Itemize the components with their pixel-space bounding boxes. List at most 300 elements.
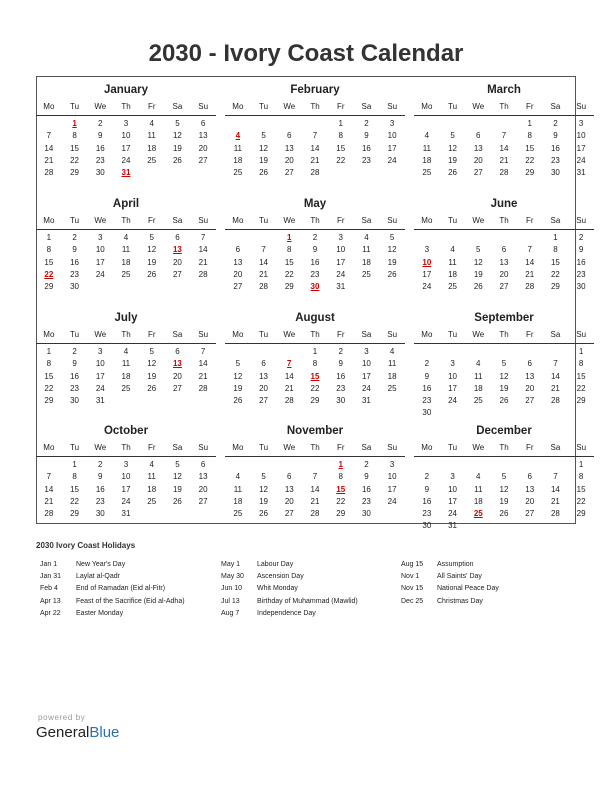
day-cell: 28	[550, 396, 560, 406]
weekday-label: Th	[310, 216, 320, 225]
day-cell: 15	[336, 143, 346, 153]
weekday-label: Fr	[336, 102, 345, 111]
weekday-label: Tu	[70, 443, 80, 452]
day-cell: 29	[550, 282, 560, 292]
weekday-header	[36, 213, 216, 230]
day-cell: 11	[474, 371, 483, 381]
day-cell: 16	[422, 496, 432, 506]
empty-cell	[491, 459, 517, 471]
day-cell: 13	[233, 257, 243, 267]
day-cell: 5	[175, 460, 180, 469]
day-cell: 11	[362, 245, 371, 255]
page-title: 2030 - Ivory Coast Calendar	[148, 40, 464, 67]
month-name: January	[103, 84, 149, 96]
day-cell: 28	[284, 396, 294, 406]
weekday-label: Fr	[147, 330, 156, 339]
holiday-item	[40, 596, 185, 608]
day-cell: 27	[284, 509, 294, 519]
holiday-name: Ascension Day	[257, 573, 304, 581]
day-cell: 18	[147, 484, 157, 494]
month-name: August	[295, 312, 335, 324]
day-cell: 29	[336, 509, 346, 519]
day-cell: 7	[553, 472, 558, 482]
day-cell: 15	[576, 484, 586, 494]
day-cell: 21	[550, 496, 560, 506]
day-cell: 1	[578, 460, 584, 469]
day-cell: 31	[361, 396, 371, 406]
day-cell: 23	[576, 269, 586, 279]
holiday-date: Jul 13	[221, 597, 240, 605]
day-cell: 13	[525, 371, 535, 381]
day-cell: 28	[310, 509, 320, 519]
empty-cell	[276, 459, 302, 471]
day-cell: 28	[198, 269, 208, 279]
day-cell: 23	[422, 509, 432, 519]
holiday-day: 25	[473, 509, 483, 519]
day-cell: 23	[310, 269, 320, 279]
day-cell: 31	[121, 509, 131, 519]
weekday-label: Tu	[448, 216, 458, 225]
weekday-header	[414, 327, 594, 344]
weekday-label: Fr	[147, 102, 156, 111]
day-cell: 15	[70, 143, 80, 153]
empty-cell	[517, 232, 543, 244]
month-june	[414, 195, 594, 293]
day-cell: 19	[259, 496, 269, 506]
day-cell: 4	[389, 347, 395, 356]
day-cell: 10	[387, 131, 397, 141]
weekday-label: We	[94, 216, 107, 225]
weekday-label: Sa	[361, 330, 372, 339]
empty-cell	[302, 118, 328, 130]
day-cell: 17	[361, 371, 371, 381]
day-grid	[36, 230, 216, 293]
day-cell: 21	[499, 155, 509, 165]
day-cell: 9	[338, 359, 343, 369]
day-cell: 12	[499, 484, 509, 494]
day-cell: 15	[70, 484, 80, 494]
weekday-label: Mo	[43, 443, 55, 452]
day-cell: 10	[576, 131, 586, 141]
weekday-label: We	[94, 102, 107, 111]
day-cell: 10	[448, 484, 458, 494]
day-cell: 7	[527, 245, 532, 255]
empty-cell	[251, 232, 277, 244]
weekday-header	[414, 440, 594, 457]
weekday-label: Fr	[336, 443, 345, 452]
day-cell: 7	[200, 347, 206, 356]
day-cell: 14	[198, 245, 208, 255]
holiday-name: Independence Day	[257, 609, 316, 617]
day-cell: 20	[525, 383, 535, 393]
weekday-label: Su	[198, 216, 209, 225]
day-cell: 24	[121, 496, 131, 506]
day-cell: 11	[233, 484, 242, 494]
day-cell: 9	[364, 131, 369, 141]
day-cell: 1	[578, 347, 584, 356]
day-cell: 25	[361, 269, 371, 279]
weekday-header	[225, 213, 405, 230]
weekday-label: Tu	[259, 330, 269, 339]
weekday-header	[414, 99, 594, 116]
weekday-label: Tu	[259, 102, 269, 111]
brand-logo[interactable]	[36, 724, 119, 741]
weekday-label: Su	[198, 102, 209, 111]
month-november	[225, 422, 405, 520]
day-cell: 26	[147, 383, 157, 393]
month-august	[225, 309, 405, 407]
day-cell: 13	[198, 131, 208, 141]
day-cell: 15	[576, 371, 586, 381]
day-cell: 29	[70, 509, 80, 519]
day-cell: 7	[200, 233, 206, 242]
weekday-label: Th	[310, 102, 320, 111]
day-cell: 18	[121, 371, 131, 381]
holiday-date: May 30	[221, 573, 244, 581]
day-cell: 18	[387, 371, 397, 381]
day-cell: 31	[448, 521, 458, 531]
day-cell: 30	[550, 168, 560, 178]
day-cell: 20	[525, 496, 535, 506]
day-cell: 1	[46, 233, 52, 242]
day-cell: 8	[578, 472, 584, 482]
day-cell: 6	[235, 245, 241, 255]
weekday-label: Th	[310, 443, 320, 452]
day-cell: 26	[259, 509, 269, 519]
weekday-label: We	[472, 216, 485, 225]
day-cell: 5	[261, 131, 266, 141]
holiday-item	[221, 559, 358, 571]
empty-cell	[276, 346, 302, 358]
day-cell: 24	[387, 496, 397, 506]
empty-cell	[491, 232, 517, 244]
day-cell: 25	[422, 168, 432, 178]
day-cell: 22	[336, 155, 346, 165]
day-cell: 2	[72, 233, 77, 242]
day-cell: 1	[527, 119, 532, 128]
weekday-header	[414, 213, 594, 230]
day-cell: 13	[259, 371, 269, 381]
holiday-item	[40, 583, 185, 595]
empty-cell	[251, 346, 277, 358]
day-cell: 25	[147, 496, 157, 506]
day-cell: 24	[95, 269, 105, 279]
day-cell: 26	[448, 168, 458, 178]
holiday-date: May 1	[221, 561, 241, 568]
day-cell: 1	[46, 347, 52, 356]
day-cell: 27	[284, 168, 294, 178]
weekday-label: Th	[121, 330, 131, 339]
day-cell: 21	[259, 269, 269, 279]
day-cell: 28	[499, 168, 509, 178]
day-grid	[225, 457, 405, 520]
day-cell: 6	[200, 460, 206, 469]
day-cell: 20	[233, 269, 243, 279]
day-cell: 15	[44, 371, 54, 381]
month-december	[414, 422, 594, 533]
day-cell: 24	[387, 155, 397, 165]
day-cell: 26	[147, 269, 157, 279]
day-cell: 2	[553, 119, 558, 128]
holiday-column	[401, 559, 499, 608]
weekday-label: We	[283, 443, 296, 452]
weekday-label: Su	[387, 102, 398, 111]
day-cell: 1	[72, 460, 77, 469]
day-cell: 7	[501, 131, 507, 141]
holiday-date: Jun 10	[221, 585, 243, 593]
weekday-label: Tu	[70, 330, 80, 339]
day-cell: 15	[284, 257, 294, 267]
day-cell: 30	[576, 282, 586, 292]
day-cell: 9	[98, 131, 103, 141]
day-cell: 23	[95, 496, 105, 506]
day-cell: 4	[123, 347, 129, 356]
day-cell: 23	[95, 155, 105, 165]
day-cell: 11	[147, 131, 156, 141]
day-cell: 21	[198, 371, 208, 381]
day-cell: 11	[448, 257, 457, 267]
holidays-title: 2030 Ivory Coast Holidays	[36, 541, 136, 550]
weekday-label: Th	[499, 330, 509, 339]
weekday-header	[225, 327, 405, 344]
holiday-item	[401, 583, 499, 595]
day-cell: 9	[364, 472, 369, 482]
day-cell: 4	[450, 245, 455, 255]
day-cell: 22	[310, 383, 320, 393]
empty-cell	[251, 118, 277, 130]
day-cell: 17	[448, 496, 458, 506]
day-cell: 5	[261, 472, 266, 482]
day-cell: 25	[448, 282, 458, 292]
brand-general: General	[36, 724, 90, 741]
weekday-header	[225, 99, 405, 116]
weekday-label: Mo	[232, 330, 244, 339]
weekday-label: Su	[576, 102, 587, 111]
day-cell: 18	[233, 496, 243, 506]
empty-cell	[465, 118, 491, 130]
weekday-label: Su	[387, 216, 398, 225]
day-cell: 28	[259, 282, 269, 292]
day-grid	[414, 457, 594, 533]
holiday-name: New Year's Day	[76, 561, 126, 568]
day-cell: 27	[172, 383, 182, 393]
day-cell: 6	[287, 472, 292, 482]
day-cell: 8	[553, 245, 558, 255]
day-cell: 6	[501, 245, 507, 255]
day-cell: 9	[424, 371, 430, 381]
weekday-label: We	[94, 443, 107, 452]
day-cell: 25	[121, 383, 131, 393]
empty-cell	[276, 118, 302, 130]
empty-cell	[414, 459, 440, 471]
day-cell: 10	[121, 131, 131, 141]
holiday-name: National Peace Day	[437, 585, 499, 593]
day-cell: 2	[312, 233, 318, 242]
weekday-label: Sa	[550, 102, 561, 111]
holiday-date: Aug 7	[221, 609, 240, 617]
empty-cell	[36, 118, 62, 130]
day-cell: 2	[98, 119, 103, 128]
day-cell: 8	[72, 131, 77, 141]
day-cell: 18	[422, 155, 432, 165]
day-cell: 2	[364, 119, 369, 128]
day-cell: 2	[364, 460, 369, 469]
day-cell: 20	[284, 155, 294, 165]
day-cell: 7	[553, 359, 558, 369]
day-cell: 28	[310, 168, 320, 178]
day-cell: 4	[149, 460, 154, 469]
day-grid	[225, 344, 405, 407]
holiday-item	[40, 559, 185, 571]
day-grid	[36, 344, 216, 407]
day-cell: 11	[422, 143, 431, 153]
day-cell: 18	[361, 257, 371, 267]
day-cell: 21	[550, 383, 560, 393]
holiday-date: Nov 15	[401, 585, 424, 593]
weekday-label: We	[283, 216, 296, 225]
day-cell: 15	[44, 257, 54, 267]
day-cell: 8	[46, 245, 52, 255]
day-cell: 5	[149, 233, 154, 242]
day-cell: 30	[422, 408, 432, 418]
day-cell: 5	[450, 131, 455, 141]
holiday-item	[221, 596, 358, 608]
day-cell: 3	[98, 347, 103, 356]
holiday-date: Jan 31	[40, 573, 62, 581]
day-cell: 4	[476, 359, 481, 369]
holiday-item	[40, 608, 185, 620]
day-cell: 28	[525, 282, 535, 292]
day-cell: 10	[387, 472, 397, 482]
empty-cell	[225, 232, 251, 244]
month-name: September	[474, 312, 534, 324]
day-cell: 31	[576, 168, 586, 178]
day-cell: 24	[448, 396, 458, 406]
day-cell: 8	[287, 245, 292, 255]
day-cell: 23	[70, 383, 80, 393]
weekday-label: Mo	[43, 102, 55, 111]
weekday-label: Su	[198, 330, 209, 339]
day-cell: 3	[123, 119, 129, 128]
holiday-item	[401, 571, 499, 583]
month-name: October	[103, 425, 149, 437]
empty-cell	[491, 118, 517, 130]
holiday-item	[401, 596, 499, 608]
day-cell: 17	[448, 383, 458, 393]
day-cell: 9	[578, 245, 584, 255]
weekday-label: Tu	[448, 443, 458, 452]
weekday-label: Th	[499, 443, 509, 452]
holiday-name: Birthday of Muhammad (Mawlid)	[257, 597, 358, 605]
empty-cell	[543, 459, 569, 471]
empty-cell	[251, 459, 277, 471]
holiday-day: 10	[422, 257, 432, 267]
weekday-label: Th	[499, 102, 509, 111]
day-cell: 27	[525, 509, 535, 519]
weekday-label: Mo	[43, 216, 55, 225]
day-grid	[225, 116, 405, 179]
day-cell: 14	[284, 371, 294, 381]
day-cell: 21	[198, 257, 208, 267]
day-cell: 11	[121, 245, 131, 255]
empty-cell	[440, 232, 466, 244]
day-cell: 28	[198, 383, 208, 393]
day-cell: 22	[336, 496, 346, 506]
month-april	[36, 195, 216, 293]
day-cell: 28	[44, 509, 54, 519]
day-cell: 29	[44, 396, 54, 406]
holiday-name: All Saints' Day	[437, 573, 482, 581]
day-cell: 29	[576, 396, 586, 406]
weekday-label: Fr	[525, 216, 534, 225]
holiday-date: Jan 1	[40, 561, 58, 568]
holiday-item	[221, 571, 358, 583]
day-cell: 17	[576, 143, 586, 153]
day-cell: 19	[499, 496, 509, 506]
day-cell: 17	[95, 371, 105, 381]
day-cell: 13	[499, 257, 509, 267]
empty-cell	[465, 232, 491, 244]
day-cell: 9	[312, 245, 318, 255]
holiday-day: 31	[121, 168, 131, 178]
day-cell: 9	[98, 472, 103, 482]
day-cell: 6	[527, 472, 532, 482]
holiday-day: 7	[287, 359, 292, 369]
weekday-label: Su	[576, 443, 587, 452]
day-cell: 25	[233, 509, 243, 519]
day-cell: 12	[259, 484, 269, 494]
holiday-column	[221, 559, 358, 620]
day-cell: 29	[310, 396, 320, 406]
weekday-label: We	[94, 330, 107, 339]
day-cell: 27	[499, 282, 509, 292]
day-cell: 29	[576, 509, 586, 519]
month-name: December	[476, 425, 532, 437]
weekday-label: Mo	[421, 330, 433, 339]
day-cell: 6	[476, 131, 481, 141]
day-cell: 11	[387, 359, 397, 369]
day-cell: 29	[44, 282, 54, 292]
weekday-label: Fr	[147, 443, 156, 452]
holiday-name: End of Ramadan (Eid al-Fitr)	[76, 585, 166, 593]
day-cell: 12	[259, 143, 269, 153]
day-cell: 14	[550, 484, 560, 494]
day-cell: 3	[338, 233, 343, 242]
day-cell: 5	[175, 119, 180, 128]
day-cell: 18	[448, 269, 458, 279]
holiday-name: Easter Monday	[76, 609, 124, 617]
empty-cell	[440, 459, 466, 471]
weekday-label: Mo	[232, 216, 244, 225]
holiday-item	[221, 583, 358, 595]
day-cell: 14	[44, 484, 54, 494]
month-name: November	[286, 425, 344, 437]
holiday-day: 4	[235, 131, 241, 141]
day-cell: 23	[422, 396, 432, 406]
day-cell: 16	[422, 383, 432, 393]
day-cell: 26	[499, 396, 509, 406]
day-cell: 14	[198, 359, 208, 369]
day-cell: 8	[578, 359, 584, 369]
day-cell: 4	[123, 233, 129, 242]
day-grid	[36, 457, 216, 520]
day-cell: 21	[44, 155, 54, 165]
day-cell: 8	[46, 359, 52, 369]
weekday-label: Sa	[550, 443, 561, 452]
empty-cell	[543, 346, 569, 358]
month-may	[225, 195, 405, 293]
day-cell: 12	[233, 371, 243, 381]
